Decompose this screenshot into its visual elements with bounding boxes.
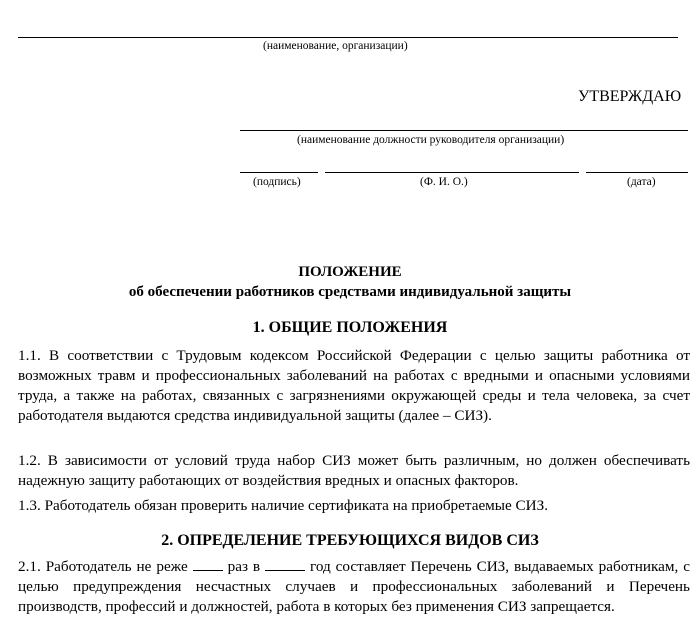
fio-caption: (Ф. И. О.) xyxy=(420,176,468,188)
year-blank xyxy=(265,558,305,571)
approve-label: УТВЕРЖДАЮ xyxy=(578,88,682,105)
date-caption: (дата) xyxy=(627,176,656,188)
fio-line xyxy=(325,172,579,173)
signature-line xyxy=(240,172,318,173)
paragraph-2-1 xyxy=(18,557,690,617)
signature-caption: (подпись) xyxy=(253,176,301,188)
org-name-line xyxy=(18,37,678,38)
paragraph-1-2: 1.2. В зависимости от условий труда набор СИЗ может быть различным, но должен обеспечивать надежную защиту работающих от воздействия вредных и опасных факторов. xyxy=(18,452,690,489)
section-2-heading: 2. ОПРЕДЕЛЕНИЕ ТРЕБУЮЩИХСЯ ВИДОВ СИЗ xyxy=(161,532,539,549)
section-1-heading: 1. ОБЩИЕ ПОЛОЖЕНИЯ xyxy=(252,319,448,336)
document-title: ПОЛОЖЕНИЕ xyxy=(298,264,402,280)
frequency-blank xyxy=(193,558,223,571)
paragraph-1-1: 1.1. В соответствии с Трудовым кодексом Российской Федерации с целью защиты работника от возможных травм и профессиональных заболеваний на работах с вредными и опасными условиями труда, а также на работах, связанных с загрязнениями окружающей среды и тела человека, за счет работодателя выдаются средства индивидуальной защиты (далее – СИЗ). xyxy=(18,347,690,424)
date-line xyxy=(586,172,688,173)
position-caption: (наименование должности руководителя организации) xyxy=(297,134,565,146)
paragraph-2-1-part3: год составляет Перечень СИЗ, выдаваемых работникам, с целью предупреждения несчастных случаев и профессиональных заболеваний и Перечень производств, профессий и должностей, работа в которых без применения СИЗ запрещается. xyxy=(18,558,691,615)
paragraph-1-3: 1.3. Работодатель обязан проверить наличие сертификата на приобретаемые СИЗ. xyxy=(18,497,549,514)
document-subtitle: об обеспечении работников средствами индивидуальной защиты xyxy=(128,284,572,300)
org-name-caption: (наименование, организации) xyxy=(263,40,408,52)
paragraph-2-1-part2: раз в xyxy=(227,558,261,575)
paragraph-2-1-part1: 2.1. Работодатель не реже xyxy=(18,558,188,575)
position-line xyxy=(240,130,688,131)
